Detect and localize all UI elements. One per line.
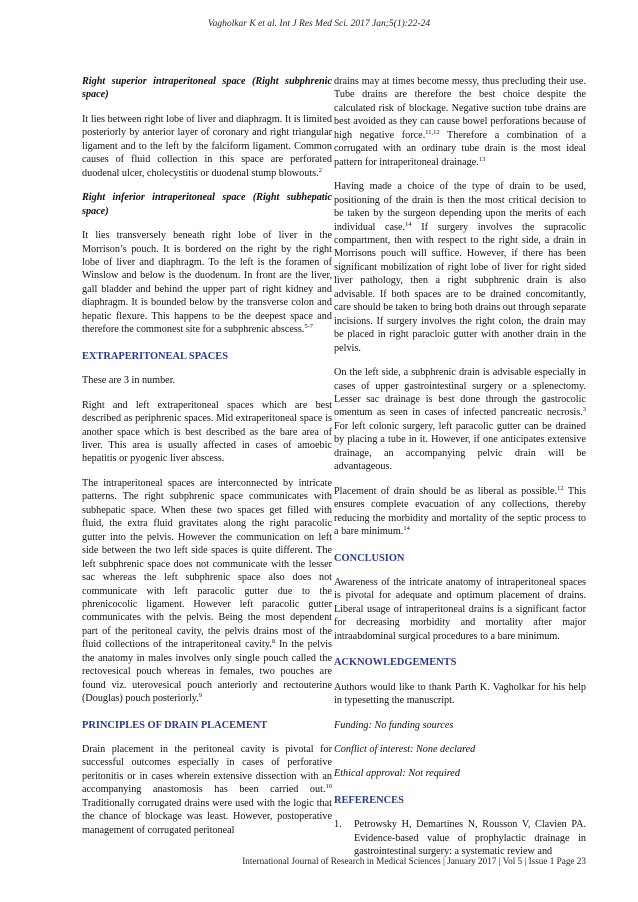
paragraph: Placement of drain should be as liberal as possible.$^{12}$ This ensures complete evacuation of any collections, thereby reducing the morbidity and mortality of the septic process to a bare minimum.$^{14}$: [334, 484, 586, 538]
paragraph: Having made a choice of the type of drain to be used, positioning of the drain is then the most critical decision to be taken by the surgeon depending upon the merits of each individual case.$^{14}$ If surgery involves the supracolic compartment, then with respect to the right side, a drain in Morrisons pouch will suffice. However, if there has been significant mobilization of right lobe of liver for right sided liver pathology, then a right subphrenic drain is also advisable. If both spaces are to be drained concomitantly, care should be taken to bring both drains out through separate incisions. If surgery involves the right colon, the drain may be placed in right paracloic gutter with another drain in the pelvis.: [334, 181, 586, 354]
paragraph: drains may at times become messy, thus precluding their use. Tube drains are therefore the best choice despite the calculated risk of blockage. Negative suction tube drains are best avoided as they can cause bowel perforations because of high negative force.$^{11,12}$ Therefore a combination of a corrugated with an ordinary tube drain is the most ideal pattern for intraperitoneal drainage.$^{13}$: [334, 76, 586, 168]
paragraph: Awareness of the intricate anatomy of intraperitoneal spaces is pivotal for adequate and optimum placement of drains. Liberal usage of intraperitoneal drains is a significant factor for decreasing morbidity and mortality after major intraabdominal surgical procedures to a bare minimum.: [334, 576, 586, 642]
paragraph: Authors would like to thank Parth K. Vagholkar for his help in typesetting the manuscript.: [334, 681, 586, 707]
subheading-right-superior-space: Right superior intraperitoneal space (Right subphrenic space): [82, 76, 332, 101]
running-head: Vagholkar K et al. Int J Res Med Sci. 2017 Jan;5(1):22-24: [207, 19, 431, 29]
section-heading-references: REFERENCES: [334, 794, 404, 806]
section-heading-conclusion: CONCLUSION: [334, 552, 405, 564]
section-heading-principles: PRINCIPLES OF DRAIN PLACEMENT: [82, 719, 268, 731]
declarations: [334, 719, 586, 781]
paragraph: These are 3 in number.: [82, 375, 176, 387]
paragraph: It lies transversely beneath right lobe of liver in the Morrison’s pouch. It is bordered on the right by the right lobe of liver and diaphragm. To the left is the foramen of Winslow and below is the duodenum. In front are the liver, gall bladder and behind the upper part of right kidney and diaphragm. It is bounded below by the transverse colon and hepatic flexure. This happens to be the deepest space and therefore the commonest site for a subphrenic abscess.$^{5-7}$: [82, 230, 332, 336]
subheading-right-inferior-space: Right inferior intraperitoneal space (Right subhepatic space): [82, 192, 332, 217]
paragraph: On the left side, a subphrenic drain is advisable especially in cases of upper gastrointestinal surgery or a splenectomy. Lesser sac drainage is best done through the gastrocolic omentum as seen in cases of infected pancreatic necrosis.$^3$ For left colonic surgery, left paracolic gutter can be drained by placing a tube in it. However, if one anticipates extensive drainage, an accompanying pelvic drain will be advantageous.: [334, 367, 586, 473]
left-column: [82, 75, 332, 848]
section-heading-extraperitoneal: EXTRAPERITONEAL SPACES: [82, 350, 228, 362]
paragraph: The intraperitoneal spaces are interconnected by intricate patterns. The right subphrenic space communicates with subhepatic space. When these two spaces get filled with fluid, the extra fluid gravitates along the right paracolic gutter into the pelvis. However the communication on left side between the two left side spaces is quite different. The left subphrenic space does not communicate with the lesser sac whereas the left subphrenic space also does not communicate with left paracolic gutter due to the phrenicocolic ligament. However left paracolic gutter communicates with the pelvis. Being the most dependent part of the peritoneal cavity, the pelvis drains most of the fluid collections of the intraperitoneal cavity.$^8$ In the pelvis the anatomy in males involves only single pouch called the rectovesical pouch whereas in females, two pouches are found viz. uterovesical pouch anteriorly and rectouterine (Douglas) pouch posteriorly.$^9$: [82, 477, 332, 705]
conflict-statement: Conflict of interest: None declared: [334, 744, 476, 756]
reference-number: 1.: [334, 819, 342, 831]
funding-statement: Funding: No funding sources: [334, 719, 454, 731]
paragraph: Drain placement in the peritoneal cavity is pivotal for successful outcomes especially in cases of perforative peritonitis or in cases wherein extensive dissection with an accompanying anastomosis has been carried out.$^{10}$ Traditionally corrugated drains were used with the logic that the chance of blockage was least. However, postoperative management of corrugated peritoneal: [82, 744, 332, 836]
paragraph: It lies between right lobe of liver and diaphragm. It is limited posteriorly by anterior layer of coronary and right triangular ligament and to the left by the falciform ligament. Common causes of fluid collection in this space are perforated duodenal ulcer, cholecystitis or duodenal stump blowouts.$^2$: [82, 113, 332, 179]
reference-text: Petrowsky H, Demartines N, Rousson V, Clavien PA. Evidence-based value of prophylactic drainage in gastrointestinal surgery: a systematic review and: [354, 819, 586, 858]
ethics-statement: Ethical approval: Not required: [334, 768, 460, 780]
reference-item: [334, 818, 586, 858]
right-column: [334, 75, 586, 859]
section-heading-acknowledgements: ACKNOWLEDGEMENTS: [334, 657, 457, 669]
page-footer: International Journal of Research in Medical Sciences | January 2017 | Vol 5 | Issue 1 Page 23: [242, 856, 586, 866]
paragraph: Right and left extraperitoneal spaces which are best described as periphrenic spaces. Mid extraperitoneal space is another space which is best described as the bare area of liver. This area is usually affected in cases of amoebic hepatitis or pyogenic liver abscess.: [82, 399, 332, 465]
reference-list: [334, 818, 586, 858]
